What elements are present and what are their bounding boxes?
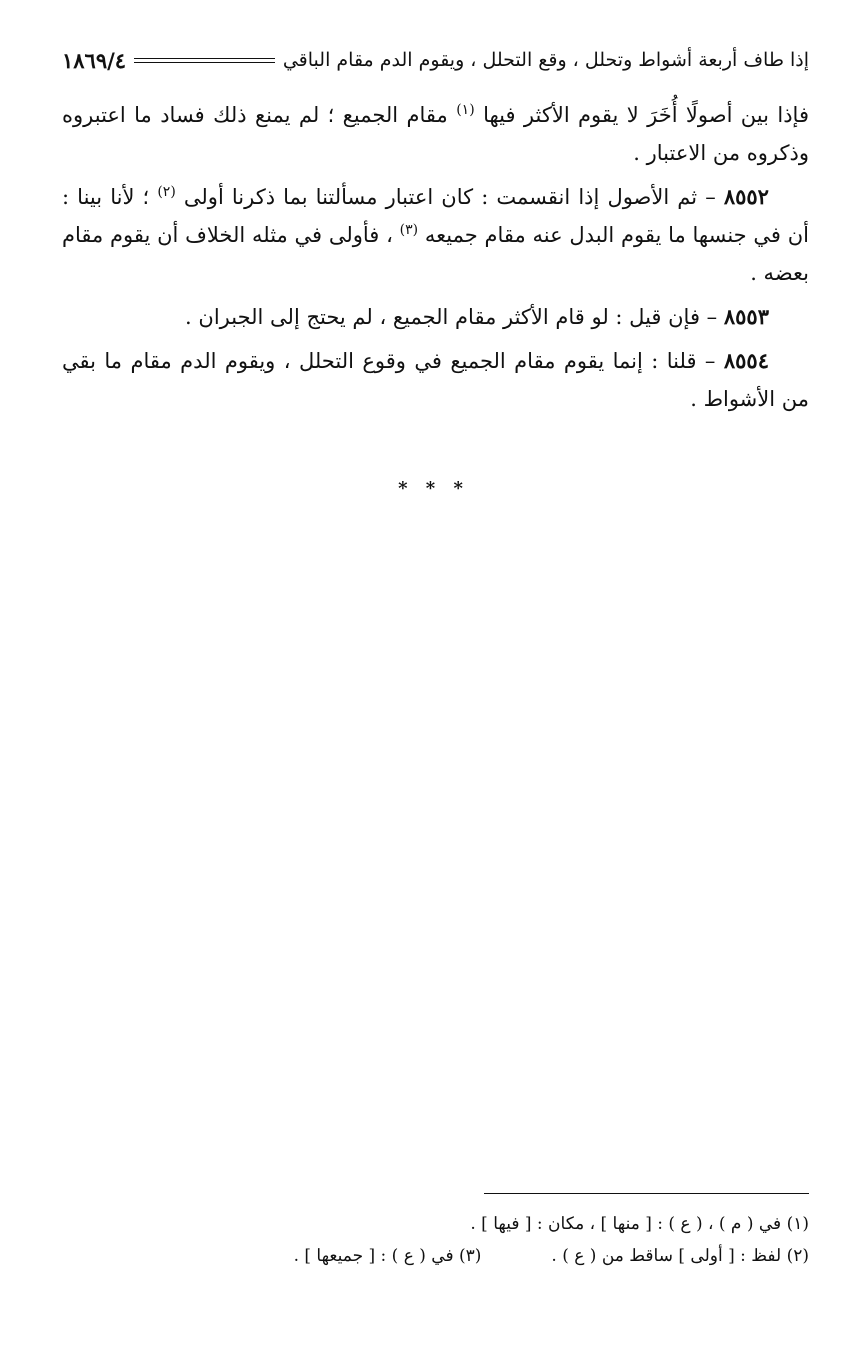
- page-number: ١٨٦٩/٤: [62, 47, 127, 73]
- footnote-ref-3: (٣): [399, 222, 419, 238]
- running-title: إذا طاف أربعة أشواط وتحلل ، وقع التحلل ، ويقوم الدم مقام الباقي: [282, 49, 809, 71]
- paragraph-number: ٨٥٥٢: [723, 184, 769, 209]
- footnote-rule: [484, 1193, 809, 1194]
- paragraph-text: – فإن قيل : لو قام الأكثر مقام الجميع ، لم يحتج إلى الجبران .: [185, 305, 718, 329]
- footnote-line: [62, 1240, 809, 1272]
- footnote-ref-1: (١): [456, 102, 475, 118]
- paragraph-text: – قلنا : إنما يقوم مقام الجميع في وقوع التحلل ، ويقوم الدم مقام ما بقي من الأشواط .: [62, 349, 809, 411]
- running-header: [62, 44, 809, 76]
- paragraph-text: ؛ لأنا بينا : أن في جنسها ما يقوم البدل عنه مقام جميعه: [62, 185, 809, 247]
- paragraph-8553: [62, 298, 809, 336]
- paragraph-text: مقام الجميع ؛ لم يمنع ذلك فساد ما اعتبروه وذكروه من الاعتبار .: [62, 103, 809, 165]
- paragraph-8552: [62, 178, 809, 292]
- paragraph-text: فإذا بين أصولًا أُخَرَ لا يقوم الأكثر فيها: [483, 103, 809, 127]
- footnote-ref-2: (٢): [157, 184, 176, 200]
- paragraph-text: – ثم الأصول إذا انقسمت : كان اعتبار مسألتنا بما ذكرنا أولى: [183, 185, 716, 209]
- footnote-line: [62, 1208, 809, 1240]
- paragraph-number: ٨٥٥٤: [723, 348, 769, 373]
- paragraph-text: ، فأولى في مثله الخلاف أن يقوم مقام بعضه .: [62, 223, 809, 285]
- footnotes: [62, 1208, 809, 1272]
- footnote-2: (٢) لفظ : [ أولى ] ساقط من ( ع ) .: [551, 1246, 809, 1266]
- paragraph-number: ٨٥٥٣: [723, 304, 769, 329]
- footnote-1: (١) في ( م ) ، ( ع ) : [ منها ] ، مكان : [ فيها ] .: [470, 1214, 809, 1234]
- footnote-3: (٣) في ( ع ) : [ جميعها ] .: [293, 1246, 482, 1266]
- header-double-rule: [134, 58, 275, 63]
- paragraph-continuation: [62, 96, 809, 172]
- main-text: [62, 96, 809, 424]
- footnote-gap: [481, 1240, 551, 1272]
- paragraph-8554: [62, 342, 809, 418]
- section-separator: * * *: [398, 478, 469, 499]
